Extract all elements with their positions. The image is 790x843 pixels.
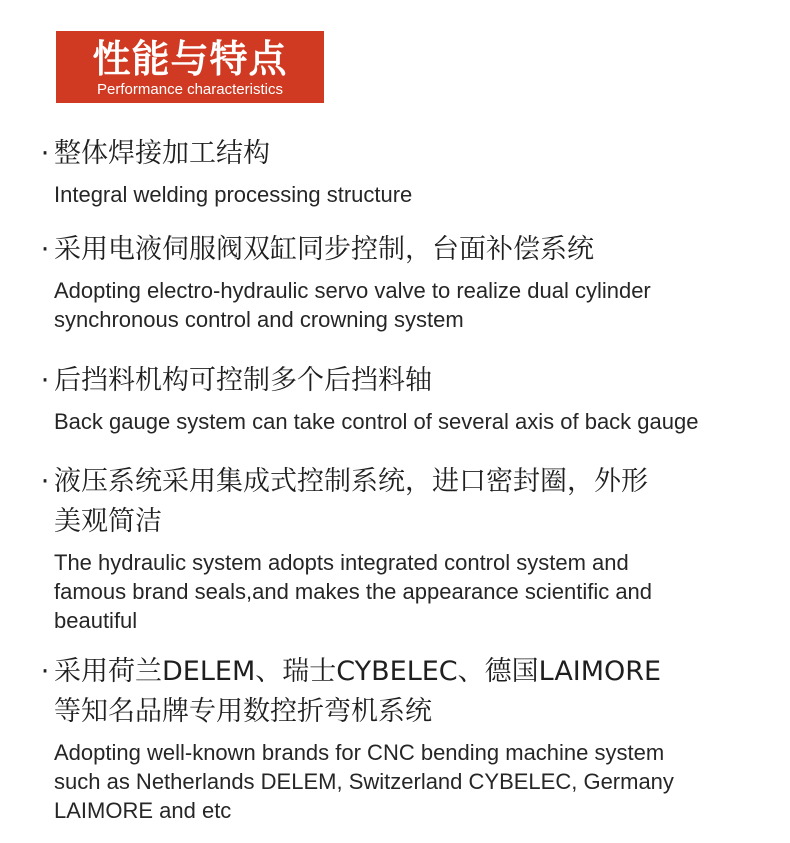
section-title-zh: 性能与特点 (92, 37, 288, 81)
feature-item (38, 462, 778, 635)
feature-title-zh: 液压系统采用集成式控制系统，进口密封圈，外形 (54, 466, 648, 497)
section-header (56, 31, 324, 103)
feature-title-zh: 后挡料机构可控制多个后挡料轴 (54, 365, 432, 396)
feature-item (38, 652, 778, 825)
feature-item (38, 361, 778, 436)
feature-title-zh: 采用荷兰DELEM、瑞士CYBELEC、德国LAIMORE (54, 656, 662, 687)
bullet-icon: · (40, 234, 50, 265)
feature-desc-en: Adopting well-known brands for CNC bending machine system such as Netherlands DELEM, Switzerland CYBELEC, Germany LAIMORE and etc (54, 740, 674, 823)
bullet-icon: · (40, 365, 50, 396)
bullet-icon: · (40, 466, 50, 497)
feature-title-zh-cont: 美观简洁 (54, 506, 162, 537)
bullet-icon: · (40, 138, 50, 169)
feature-desc-en: Integral welding processing structure (54, 182, 413, 207)
feature-title-zh: 采用电液伺服阀双缸同步控制，台面补偿系统 (54, 234, 594, 265)
feature-item (38, 230, 778, 334)
feature-desc-en: Back gauge system can take control of several axis of back gauge (54, 409, 699, 434)
feature-desc-en: Adopting electro-hydraulic servo valve to realize dual cylinder synchronous control and crowning system (54, 278, 651, 332)
section-title-en: Performance characteristics (97, 81, 283, 98)
feature-title-zh: 整体焊接加工结构 (54, 138, 270, 169)
feature-title-zh-cont: 等知名品牌专用数控折弯机系统 (54, 696, 432, 727)
feature-item (38, 134, 778, 209)
feature-desc-en: The hydraulic system adopts integrated control system and famous brand seals,and makes the appearance scientific and beautiful (54, 550, 653, 633)
bullet-icon: · (40, 656, 50, 687)
